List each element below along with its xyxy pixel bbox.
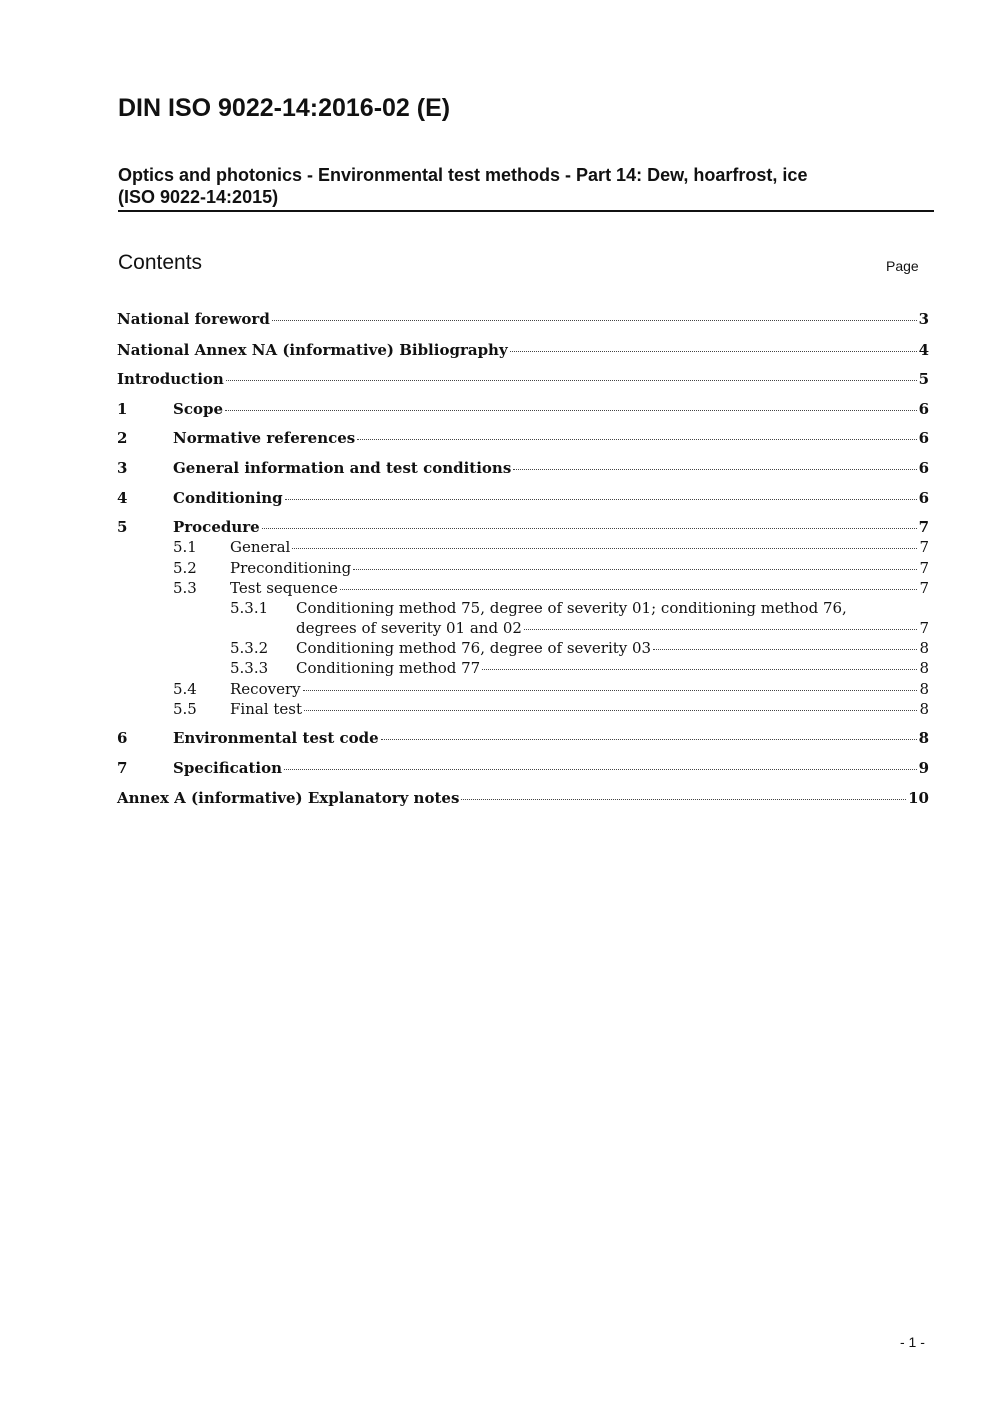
toc-entry-general[interactable]: [230, 537, 929, 557]
toc-entry-title: Specification: [173, 759, 282, 777]
toc-entry-general-information[interactable]: [173, 458, 929, 478]
toc-entry-title-line-1[interactable]: Conditioning method 75, degree of severity 01; conditioning method 76,: [296, 599, 847, 617]
dot-leader: [461, 799, 906, 800]
toc-entry-test-sequence[interactable]: [230, 578, 929, 598]
toc-entry-number: 5.1: [173, 538, 197, 556]
toc-entry-conditioning-method-76[interactable]: [296, 638, 929, 658]
toc-entry-title: Conditioning method 76, degree of severity 03: [296, 639, 652, 657]
toc-entry-page: 7: [918, 518, 929, 536]
dot-leader: [524, 629, 918, 630]
toc-entry-conditioning-method-77[interactable]: [296, 658, 929, 678]
dot-leader: [226, 380, 917, 381]
toc-entry-number: 5.3.1: [230, 599, 269, 617]
toc-entry-page: 7: [919, 619, 929, 637]
toc-entry-preconditioning[interactable]: [230, 558, 929, 578]
contents-heading: Contents: [118, 251, 203, 274]
toc-entry-title: Test sequence: [230, 579, 338, 597]
toc-entry-procedure[interactable]: [173, 517, 929, 537]
toc-entry-page: 8: [919, 680, 929, 698]
toc-entry-recovery[interactable]: [230, 679, 929, 699]
dot-leader: [357, 439, 916, 440]
toc-entry-page: 7: [919, 559, 929, 577]
toc-entry-number: 5.3.3: [230, 659, 269, 677]
toc-entry-number: 2: [117, 429, 128, 447]
toc-entry-page: 10: [908, 789, 929, 807]
toc-entry-number: 1: [117, 400, 128, 418]
dot-leader: [285, 499, 917, 500]
toc-entry-conditioning[interactable]: [173, 488, 929, 508]
toc-entry-number: 4: [117, 489, 128, 507]
toc-entry-annex-a[interactable]: [117, 788, 929, 808]
toc-entry-scope[interactable]: [173, 399, 929, 419]
toc-entry-page: 9: [918, 759, 929, 777]
toc-entry-page: 8: [918, 729, 929, 747]
toc-entry-conditioning-method-75[interactable]: [296, 618, 929, 638]
dot-leader: [340, 589, 918, 590]
dot-leader: [225, 410, 917, 411]
document-title: DIN ISO 9022-14:2016-02 (E): [118, 94, 451, 122]
page-number: - 1 -: [900, 1334, 925, 1350]
toc-entry-title: General information and test conditions: [173, 459, 512, 477]
dot-leader: [381, 739, 917, 740]
subtitle-line-1: Optics and photonics - Environmental test methods - Part 14: Dew, hoarfrost, ice: [118, 165, 808, 185]
toc-entry-number: 5.2: [173, 559, 197, 577]
toc-entry-normative-references[interactable]: [173, 428, 929, 448]
dot-leader: [510, 351, 917, 352]
toc-entry-number: 5.3.2: [230, 639, 269, 657]
dot-leader: [303, 690, 918, 691]
toc-entry-title: [117, 340, 508, 360]
toc-entry-title: Normative references: [173, 429, 356, 447]
toc-entry-page: 8: [919, 700, 929, 718]
toc-entry-title: Conditioning method 77: [296, 659, 481, 677]
toc-entry-page: 6: [918, 429, 929, 447]
toc-entry-number: 5.4: [173, 680, 197, 698]
toc-entry-page: 4: [918, 341, 929, 359]
toc-entry-title: General: [230, 538, 291, 556]
toc-entry-title: Preconditioning: [230, 559, 352, 577]
dot-leader: [292, 548, 917, 549]
toc-entry-title: Procedure: [173, 518, 260, 536]
toc-entry-introduction[interactable]: [117, 369, 929, 389]
toc-entry-title: Environmental test code: [173, 729, 379, 747]
dot-leader: [513, 469, 916, 470]
dot-leader: [353, 569, 917, 570]
page-column-label: Page: [886, 258, 919, 274]
toc-entry-page: 8: [919, 659, 929, 677]
toc-entry-page: 6: [918, 489, 929, 507]
toc-entry-page: 5: [918, 370, 929, 388]
toc-entry-number: 5.5: [173, 700, 197, 718]
toc-entry-number: 7: [117, 759, 128, 777]
dot-leader: [284, 769, 917, 770]
subtitle-line-2: (ISO 9022-14:2015): [118, 187, 279, 207]
toc-entry-title: Conditioning: [173, 489, 283, 507]
toc-entry-final-test[interactable]: [230, 699, 929, 719]
toc-entry-page: 8: [919, 639, 929, 657]
dot-leader: [653, 649, 917, 650]
toc-entry-page: 7: [919, 538, 929, 556]
dot-leader: [272, 320, 917, 321]
toc-entry-title-text: National Annex NA (informative) Bibliography: [117, 341, 508, 359]
toc-entry-page: 7: [919, 579, 929, 597]
toc-entry-number: 5.3: [173, 579, 197, 597]
toc-entry-page: 3: [918, 310, 929, 328]
dot-leader: [304, 710, 917, 711]
toc-entry-title: Introduction: [117, 370, 224, 388]
toc-entry-number: 5: [117, 518, 128, 536]
toc-entry-title: National foreword: [117, 310, 270, 328]
toc-entry-number: 6: [117, 729, 128, 747]
toc-entry-page: 6: [918, 400, 929, 418]
dot-leader: [482, 669, 917, 670]
toc-entry-environmental-test-code[interactable]: [173, 728, 929, 748]
toc-entry-national-foreword[interactable]: [117, 309, 929, 329]
toc-entry-title: Recovery: [230, 680, 301, 698]
toc-entry-title: Annex A (informative) Explanatory notes: [117, 789, 460, 807]
toc-entry-page: 6: [918, 459, 929, 477]
toc-entry-title: Final test: [230, 700, 303, 718]
toc-entry-national-annex[interactable]: [117, 340, 929, 360]
toc-entry-number: 3: [117, 459, 128, 477]
toc-entry-title: Scope: [173, 400, 224, 418]
toc-entry-specification[interactable]: [173, 758, 929, 778]
dot-leader: [262, 528, 917, 529]
toc-entry-title-line-2: degrees of severity 01 and 02: [296, 619, 522, 637]
